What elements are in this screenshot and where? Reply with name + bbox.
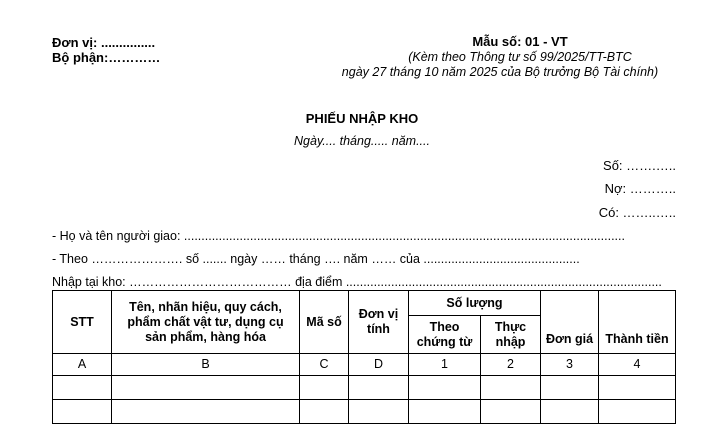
credit-field: Có: ……..….. bbox=[598, 205, 676, 220]
header-qty-actual: Thực nhập bbox=[481, 316, 541, 354]
header-qty-document: Theo chứng từ bbox=[409, 316, 481, 354]
table-row bbox=[53, 376, 676, 400]
number-field: Số: …….….. bbox=[603, 158, 676, 173]
cell[interactable] bbox=[599, 400, 676, 424]
according-to-field: - Theo …………………. số ....... ngày …… tháng …. năm …… của ............................................. bbox=[52, 252, 580, 266]
column-code-c: C bbox=[300, 354, 349, 376]
header-unit-price: Đơn giá bbox=[541, 291, 599, 354]
decree-date: ngày 27 tháng 10 năm 2025 của Bộ trưởng Bộ Tài chính) bbox=[341, 65, 659, 79]
cell[interactable] bbox=[53, 376, 112, 400]
header-unit: Đơn vị tính bbox=[349, 291, 409, 354]
table-row bbox=[53, 400, 676, 424]
cell[interactable] bbox=[481, 400, 541, 424]
document-date-line: Ngày.... tháng..... năm.... bbox=[294, 134, 430, 148]
department-label: Bộ phận:………… bbox=[52, 50, 161, 65]
header-quantity: Số lượng bbox=[409, 291, 541, 316]
column-code-3: 3 bbox=[541, 354, 599, 376]
column-code-4: 4 bbox=[599, 354, 676, 376]
circular-reference: (Kèm theo Thông tư số 99/2025/TT-BTC bbox=[408, 50, 632, 64]
cell[interactable] bbox=[349, 376, 409, 400]
deliverer-field: - Họ và tên người giao: ............................................................................................................................... bbox=[52, 229, 625, 243]
cell[interactable] bbox=[409, 400, 481, 424]
receipt-table bbox=[52, 290, 676, 424]
header-code: Mã số bbox=[300, 291, 349, 354]
column-code-1: 1 bbox=[409, 354, 481, 376]
cell[interactable] bbox=[112, 400, 300, 424]
column-code-2: 2 bbox=[481, 354, 541, 376]
unit-label: Đơn vị: ............... bbox=[52, 35, 156, 50]
cell[interactable] bbox=[53, 400, 112, 424]
form-number: Mẫu số: 01 - VT bbox=[472, 34, 568, 49]
header-item-name: Tên, nhãn hiệu, quy cách, phẩm chất vật tư, dụng cụ sản phẩm, hàng hóa bbox=[112, 291, 300, 354]
column-code-b: B bbox=[112, 354, 300, 376]
cell[interactable] bbox=[541, 376, 599, 400]
cell[interactable] bbox=[112, 376, 300, 400]
cell[interactable] bbox=[409, 376, 481, 400]
document-title: PHIẾU NHẬP KHO bbox=[305, 111, 419, 126]
debit-field: Nợ: ……….. bbox=[604, 181, 676, 196]
cell[interactable] bbox=[300, 400, 349, 424]
warehouse-field: Nhập tại kho: ………………………………… địa điểm ........................................................................................... bbox=[52, 275, 662, 289]
cell[interactable] bbox=[349, 400, 409, 424]
cell[interactable] bbox=[300, 376, 349, 400]
header-amount: Thành tiền bbox=[599, 291, 676, 354]
column-code-d: D bbox=[349, 354, 409, 376]
header-stt: STT bbox=[53, 291, 112, 354]
cell[interactable] bbox=[481, 376, 541, 400]
cell[interactable] bbox=[599, 376, 676, 400]
column-code-a: A bbox=[53, 354, 112, 376]
cell[interactable] bbox=[541, 400, 599, 424]
